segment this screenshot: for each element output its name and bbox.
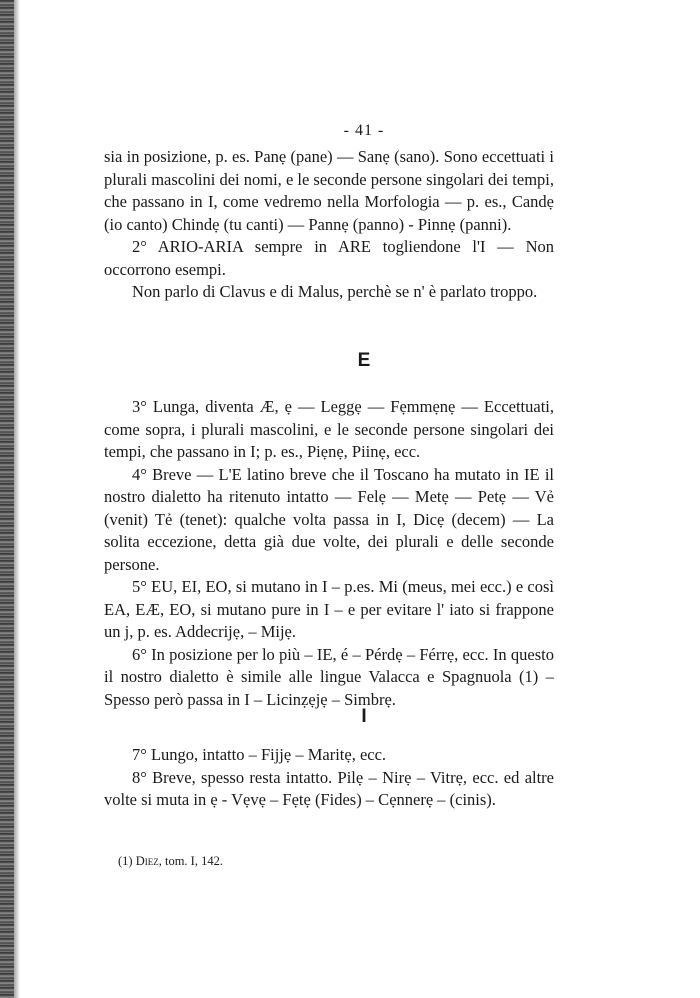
page-number: - 41 - [343,122,385,139]
footnote-reference: , tom. I, 142. [158,854,223,868]
footnote-author: Diez [135,854,159,868]
text-block-1 [104,146,554,304]
paragraph: sia in posizione, p. es. Panẹ (pane) — Sanẹ (sano). Sono eccettuati i plurali mascolini dei nomi, e le seconde persone singolari dei tempi, che passano in I, come vedremo nella Morfologia — p. es., Candẹ (io canto) Chindẹ (tu canti) — Pannẹ (panno) - Pinnẹ (panni). [104,147,554,234]
paragraph: 8° Breve, spesso resta intatto. Pilẹ – Nirẹ – Vitrẹ, ecc. ed altre volte si muta in ẹ - Vẹvẹ – Fẹtẹ (Fides) – Cẹnnerẹ – (cinis). [104,767,554,809]
section-heading-i: I [361,706,367,727]
paragraph: 5° EU, EI, EO, si mutano in I – p.es. Mi (meus, mei ecc.) e così EA, EÆ, EO, si mutano pure in I – e per evitare l' iato si frappone un j, p. es. Addecrijẹ, – Mijẹ. [104,577,554,641]
binding-shadow [14,0,20,998]
paragraph: 3° Lunga, diventa Æ, ẹ — Leggẹ — Fẹmmẹnẹ — Eccettuati, come sopra, i plurali mascolini, e le seconde persone singolari dei tempi, che passano in I; p. es., Piẹnẹ, Piinẹ, ecc. [104,397,554,461]
footnote [118,850,223,873]
paragraph: 6° In posizione per lo più – IE, é – Pérdẹ – Férrẹ, ecc. In questo il nostro dialetto è simile alle lingue Valacca e Spagnuola (1) – Spesso però passa in I – Licinẓẹjẹ – Simbrẹ. [104,644,554,709]
text-block-2 [104,396,554,711]
paragraph: 2° ARIO-ARIA sempre in ARE togliendone l'I — Non occorrono esempi. [104,237,554,279]
paragraph: 4° Breve — L'E latino breve che il Toscano ha mutato in IE il nostro dialetto ha ritenuto intatto — Felẹ — Metẹ — Petẹ — Vẻ (venit) Tẻ (tenet): qualche volta passa in I, Dicẹ (decem) — La solita eccezione, detta già due volte, dei plurali e delle seconde persone. [104,464,554,574]
book-binding-edge [0,0,14,998]
text-block-3 [104,744,554,812]
footnote-mark: (1) [118,854,133,868]
paragraph: 7° Lungo, intatto – Fijjẹ – Maritẹ, ecc. [132,745,387,764]
paragraph: Non parlo di Clavus e di Malus, perchè se n' è parlato troppo. [132,282,538,301]
section-heading-e: E [357,350,371,371]
